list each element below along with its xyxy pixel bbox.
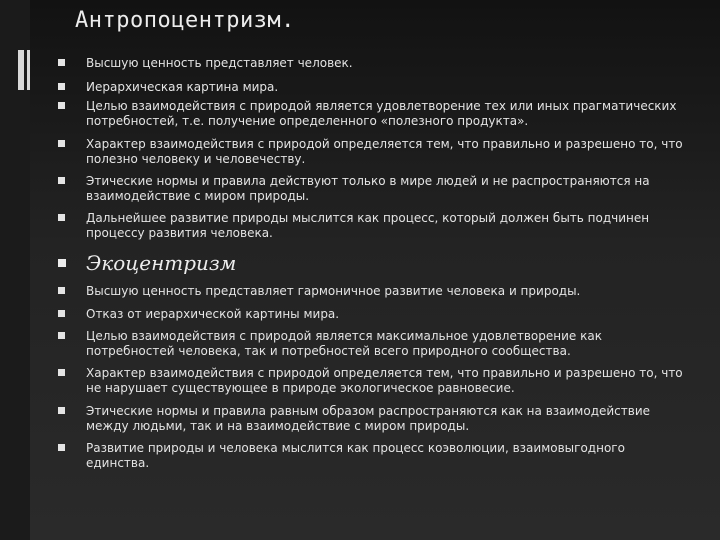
square-bullet-icon	[58, 369, 65, 376]
square-bullet-icon	[58, 444, 65, 451]
list-item-text: Дальнейшее развитие природы мыслится как процесс, который должен быть подчинен процессу развития человека.	[86, 211, 650, 240]
square-bullet-icon	[58, 332, 65, 339]
list-item	[86, 329, 686, 358]
square-bullet-icon	[58, 287, 65, 294]
section-heading-text: Экоцентризм	[86, 251, 237, 275]
slide-title: Антропоцентризм.	[75, 8, 295, 33]
list-item-text: Высшую ценность представляет человек.	[86, 56, 353, 70]
list-item	[86, 284, 686, 299]
square-bullet-icon	[58, 177, 65, 184]
list-item	[86, 56, 686, 71]
list-item	[86, 307, 686, 322]
list-item-text: Отказ от иерархической картины мира.	[86, 307, 340, 321]
edge-band	[0, 0, 30, 540]
list-item-text: Этические нормы и правила равным образом распространяются как на взаимодействие между людьми, так и на взаимодействие с миром природы.	[86, 404, 651, 433]
square-bullet-icon	[58, 140, 65, 147]
list-item	[86, 441, 686, 470]
list-item	[86, 174, 686, 203]
decorative-bar	[18, 50, 24, 90]
section-heading	[86, 251, 236, 275]
list-item	[86, 211, 686, 240]
list-item	[86, 404, 686, 433]
list-item-text: Характер взаимодействия с природой определяется тем, что правильно и разрешено то, что полезно человеку и человечеству.	[86, 137, 683, 166]
list-item-text: Иерархическая картина мира.	[86, 80, 279, 94]
list-item-text: Этические нормы и правила действуют только в мире людей и не распространяются на взаимодействие с миром природы.	[86, 174, 650, 203]
list-item-text: Развитие природы и человека мыслится как процесс коэволюции, взаимовыгодного единства.	[86, 441, 625, 470]
list-item	[86, 137, 686, 166]
list-item	[86, 80, 686, 95]
square-bullet-icon	[58, 214, 65, 221]
square-bullet-icon	[58, 83, 65, 90]
square-bullet-icon	[58, 310, 65, 317]
list-item-text: Высшую ценность представляет гармоничное развитие человека и природы.	[86, 284, 581, 298]
list-item	[86, 366, 686, 395]
list-item-text: Целью взаимодействия с природой является максимальное удовлетворение как потребностей человека, так и потребностей всего природного сообщества.	[86, 329, 602, 358]
square-bullet-icon	[58, 259, 66, 267]
square-bullet-icon	[58, 102, 65, 109]
list-item-text: Характер взаимодействия с природой определяется тем, что правильно и разрешено то, что не нарушает существующее в природе экологическое равновесие.	[86, 366, 683, 395]
square-bullet-icon	[58, 407, 65, 414]
list-item	[86, 99, 686, 128]
decorative-bar	[27, 50, 30, 90]
list-item-text: Целью взаимодействия с природой является удовлетворение тех или иных прагматических потребностей, т.е. получение определенного «полезного продукта».	[86, 99, 677, 128]
square-bullet-icon	[58, 59, 65, 66]
